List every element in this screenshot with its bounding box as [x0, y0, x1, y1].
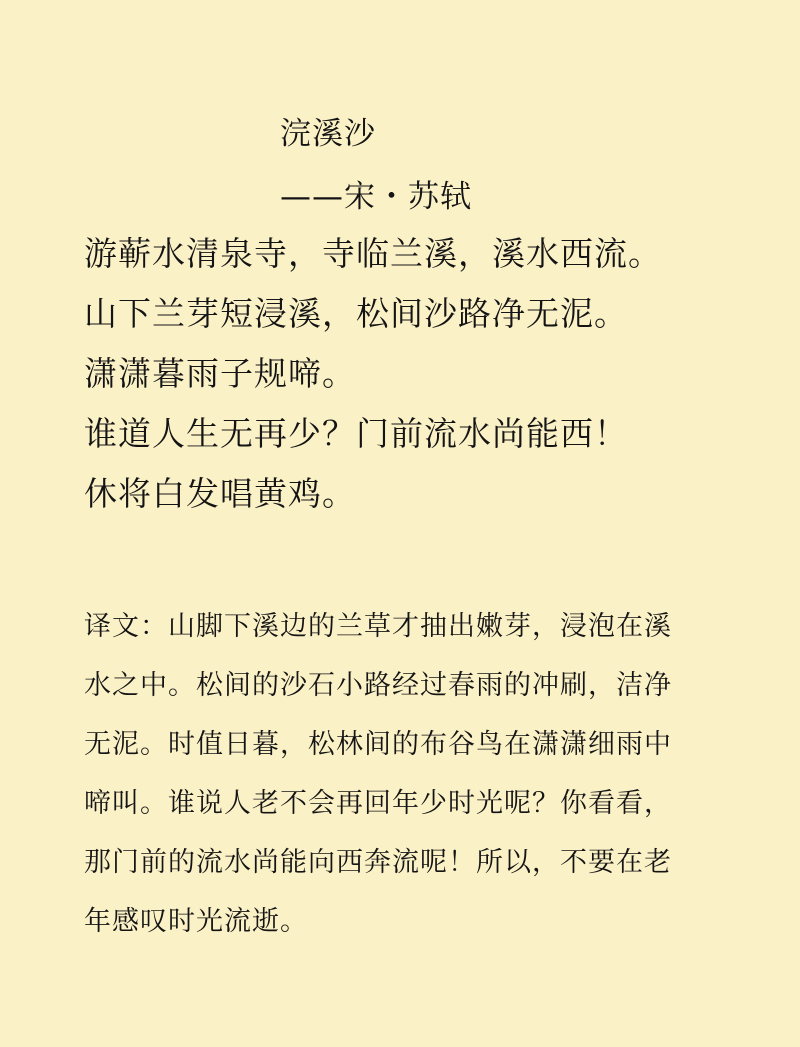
poem-author: ——宋・苏轼: [280, 179, 472, 215]
poem-line: 潇潇暮雨子规啼。: [84, 354, 356, 393]
poem-line: 谁道人生无再少？门前流水尚能西！: [84, 414, 628, 453]
translation-block: [84, 605, 724, 959]
poem-line: 休将白发唱黄鸡。: [84, 474, 356, 513]
translation-line: 年感叹时光流逝。: [84, 906, 308, 937]
translation-line: 那门前的流水尚能向西奔流呢！所以，不要在老: [84, 847, 672, 878]
translation-line: 无泥。时值日暮，松林间的布谷鸟在潇潇细雨中: [84, 729, 672, 760]
poem-line: 山下兰芽短浸溪，松间沙路净无泥。: [84, 294, 628, 333]
translation-line: 译文：山脚下溪边的兰草才抽出嫩芽，浸泡在溪: [84, 611, 672, 642]
translation-line: 啼叫。谁说人老不会再回年少时光呢？你看看，: [84, 788, 672, 819]
poem-title: 浣溪沙: [280, 116, 376, 152]
poem-body: [84, 232, 764, 532]
poem-line: 游蕲水清泉寺，寺临兰溪，溪水西流。: [84, 234, 662, 273]
translation-line: 水之中。松间的沙石小路经过春雨的冲刷，洁净: [84, 670, 672, 701]
